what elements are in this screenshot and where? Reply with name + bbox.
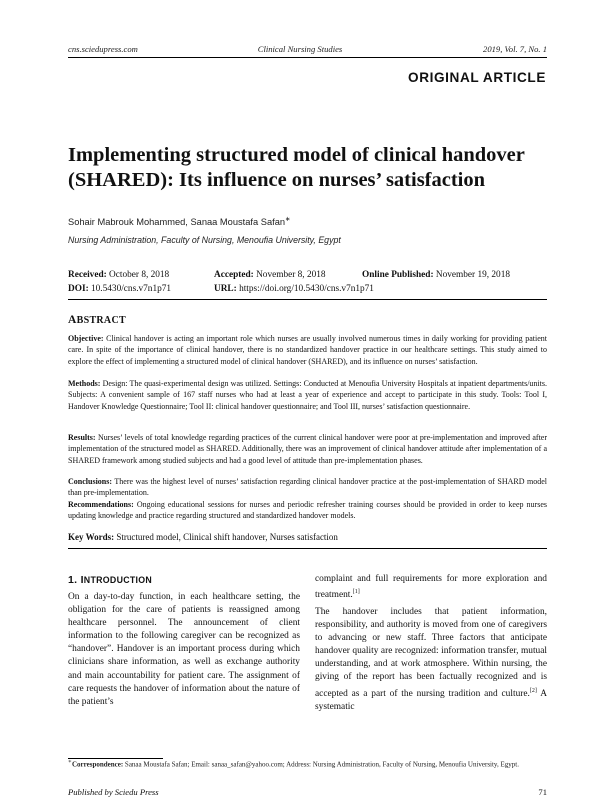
keywords-rule [68, 548, 547, 549]
intro-left-column: On a day-to-day function, in each healthcare setting, the obligation for the care of patients is reassigned among healthcare personnel. The announcement of client information to the following caregiver can be recognized as “handover”. Handover is an important process during which clinicians share information, as well as exchange authority and main accountability for patient care. The assignment of care requests the handover of information about the nature of the patient’s [68, 592, 300, 707]
footer-publisher: Published by Sciedu Press [68, 787, 159, 797]
authors: Sohair Mabrouk Mohammed, Sanaa Moustafa Safan∗ [68, 216, 291, 228]
abstract-methods: Methods: Design: The quasi-experimental design was utilized. Settings: Conducted at Menoufia University Hospitals at inpatient departments/units. Subjects: A convenient sample of 167 staff nurses who had at least a year of experience and accept to participate in this study. Tools: Tool I, Handover Knowledge Questionnaire; Tool II: clinical handover questionnaire; and Tool III, nurses’ satisfaction questionnaire. [68, 379, 547, 411]
paper-title: Implementing structured model of clinical handover (SHARED): Its influence on nurses’ satisfaction [68, 144, 525, 191]
abstract-recommendations: Recommendations: Ongoing educational sessions for nurses and periodic refresher training courses should be provided in order to keep nurses updating knowledge and practice regarding structured and standardized handover models. [68, 500, 547, 521]
intro-right-paragraph-1: complaint and full requirements for more exploration and treatment.[1] [315, 574, 547, 601]
meta-rule [68, 299, 547, 300]
intro-right-paragraph-2: The handover includes that patient information, responsibility, and authority is moved from one of caregivers to advancing or new staff. Three factors that anticipate handover quality are recognized: information transfer, mutual understanding, and at work atmosphere. Within nursing, the giving of the report has been factually recognized and is accepted as a part of the nursing tradition and culture.[2] A systematic [315, 607, 547, 712]
abstract-heading: ABSTRACT [68, 314, 126, 326]
page-number: 71 [538, 787, 547, 797]
section-heading-introduction: 1. INTRODUCTION [68, 574, 153, 586]
header-rule [68, 57, 547, 58]
abstract-objective: Objective: Clinical handover is acting an important role which nurses are usually involved numerous times in daily working for providing patient care. In spite of the importance of clinical handover, there is no standardized handover practice in our healthcare settings. This study aimed to explore the effect of implementing a structured model of clinical handover (SHARED), and its influence on nurses’ satisfaction. [68, 334, 548, 366]
affiliation: Nursing Administration, Faculty of Nursing, Menoufia University, Egypt [68, 235, 341, 245]
keywords: Key Words: Structured model, Clinical shift handover, Nurses satisfaction [68, 532, 338, 542]
running-header-journal-url: cns.sciedupress.com [68, 44, 138, 54]
running-header-journal-name: Clinical Nursing Studies [257, 44, 343, 54]
abstract-results: Results: Nurses’ levels of total knowledge regarding practices of the current clinical handover were poor at pre-implementation and improved after implementation of the structured model as SHARED. Additionally, there was an improvement of clinical handover attitude after implementation of a SHARED framework among studied subjects and had a good level of attitude than pre-implementation phases. [68, 433, 548, 465]
accepted-date: Accepted: November 8, 2018 [214, 270, 326, 280]
correspondence-footnote: ∗Correspondence: Sanaa Moustafa Safan; Email: sanaa_safan@yahoo.com; Address: Nursing Administration, Faculty of Nursing, Menoufia University, Egypt. [68, 759, 519, 769]
doi: DOI: 10.5430/cns.v7n1p71 [68, 284, 172, 294]
online-published-date: Online Published: November 19, 2018 [362, 270, 510, 280]
received-date: Received: October 8, 2018 [68, 270, 170, 280]
article-type: ORIGINAL ARTICLE [408, 70, 546, 85]
article-url[interactable]: URL: https://doi.org/10.5430/cns.v7n1p71 [214, 284, 374, 294]
abstract-conclusions: Conclusions: There was the highest level of nurses’ satisfaction regarding clinical handover practice at the post-implementation of SHARD model than pre-implementation. [68, 477, 547, 498]
running-header-volume: 2019, Vol. 7, No. 1 [483, 44, 547, 54]
